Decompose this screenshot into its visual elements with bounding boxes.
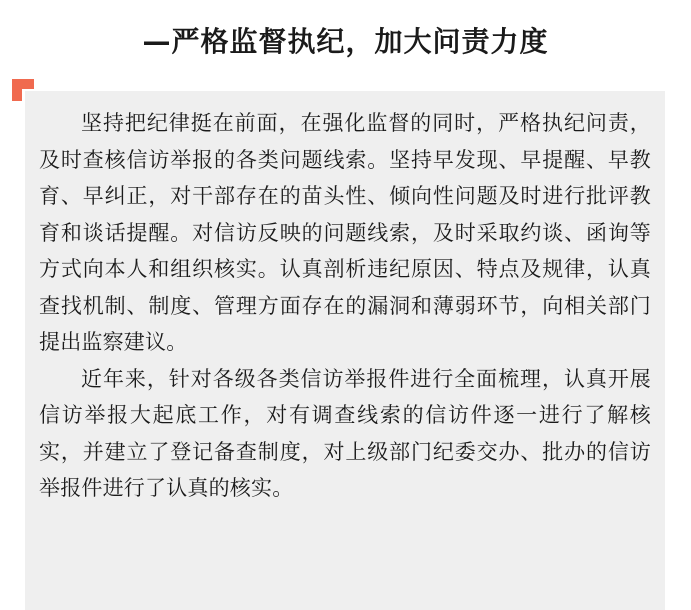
paragraph-1: 坚持把纪律挺在前面，在强化监督的同时，严格执纪问责，及时查核信访举报的各类问题线索。坚持早发现、早提醒、早教育、早纠正，对干部存在的苗头性、倾向性问题及时进行批评教育和谈话提醒。对信访反映的问题线索，及时采取约谈、函询等方式向本人和组织核实。认真剖析违纪原因、特点及规律，认真查找机制、制度、管理方面存在的漏洞和薄弱环节，向相关部门提出监察建议。	[39, 111, 651, 354]
article-title: —严格监督执纪，加大问责力度	[142, 25, 549, 58]
paragraph-2: 近年来，针对各级各类信访举报件进行全面梳理，认真开展信访举报大起底工作，对有调查线索的信访件逐一进行了解核实，并建立了登记备查制度，对上级部门纪委交办、批办的信访举报件进行了认真的核实。	[39, 366, 651, 500]
content-panel	[25, 91, 665, 610]
